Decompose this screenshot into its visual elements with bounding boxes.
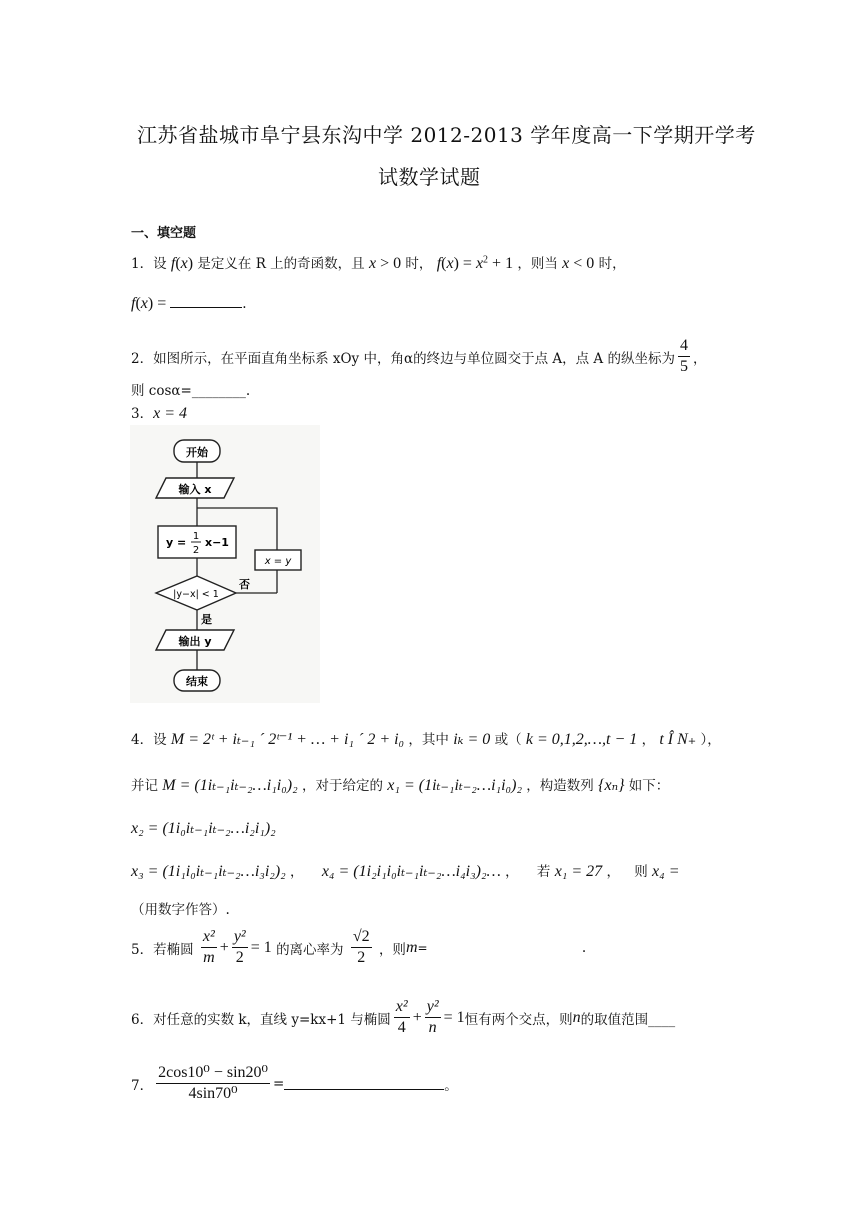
question-4 bbox=[131, 728, 721, 749]
flow-output-label: 输出 y bbox=[178, 635, 212, 648]
q4-text2: 或（ bbox=[494, 732, 522, 748]
q4-x2: x₂ = (1i₀iₜ₋₁iₜ₋₂…i₂i₁)₂ bbox=[131, 820, 276, 837]
q5-fraction-x: $\frac{\text{x²}}{m}$ bbox=[202, 928, 215, 967]
q5-m: m bbox=[405, 938, 418, 956]
q5-eccentricity: $\frac{√2}{2}$ bbox=[352, 928, 370, 967]
q2-text: 2．如图所示，在平面直角坐标系 xOy 中，角α的终边与单位圆交于点 A，点 A 的纵坐标为 bbox=[131, 350, 675, 367]
section-heading: 一、填空题 bbox=[131, 226, 197, 241]
q5-end: . bbox=[581, 939, 587, 956]
q4-prefix: 4．设 bbox=[131, 732, 167, 748]
flow-no-label: 否 bbox=[239, 578, 250, 591]
q4-c2: ， bbox=[505, 864, 519, 880]
q7-prefix: 7． bbox=[131, 1077, 154, 1094]
q1-end: . bbox=[242, 296, 247, 312]
flow-assign-den: 2 bbox=[192, 545, 200, 556]
q4-text3: ）， bbox=[700, 732, 721, 748]
flow-start-label: 开始 bbox=[186, 446, 208, 459]
q4-ruo: 若 bbox=[536, 864, 551, 880]
q7-fraction: $\frac{\text{2cos10⁰ − sin20⁰}}{\text{4sin70⁰}}$ bbox=[158, 1064, 268, 1103]
q4-m2: M = (1iₜ₋₁iₜ₋₂…i₁i₀)₂ bbox=[162, 777, 298, 794]
q1-text1: 是定义在 R 上的奇函数，且 bbox=[197, 256, 365, 272]
page-title-cont: 试数学试题 bbox=[378, 165, 481, 189]
q4-range: k = 0,1,2,…,t − 1 bbox=[525, 731, 638, 748]
q6-text2: 的取值范围____ bbox=[580, 1011, 676, 1028]
answer-blank bbox=[170, 295, 242, 308]
question-2-line2: 则 cosα=________. bbox=[131, 383, 251, 399]
q6-prefix: 6．对任意的实数 k，直线 y=kx+1 与椭圆 bbox=[131, 1011, 391, 1028]
q6-fraction-x: $\frac{\text{x²}}{4}$ bbox=[395, 998, 408, 1037]
q1-text4: 时， bbox=[598, 256, 626, 272]
q5-plus: + bbox=[219, 938, 229, 956]
question-2 bbox=[131, 337, 706, 377]
q5-text1: 的离心率为 bbox=[276, 941, 344, 958]
question-4-line5: （用数字作答）. bbox=[131, 902, 230, 918]
flow-yes-label: 是 bbox=[201, 613, 212, 626]
q4-c3: ， bbox=[606, 864, 620, 880]
q5-text2: ，则 bbox=[378, 941, 406, 958]
q4-expr: M = 2ᵗ + iₜ₋₁ ´ 2ᵗ⁻¹ + … + i₁ ´ 2 + i₀ bbox=[170, 731, 405, 748]
q4-c1: ， bbox=[290, 864, 304, 880]
q4-tn: t Î N₊ bbox=[659, 731, 697, 748]
flowchart-figure bbox=[130, 425, 320, 703]
q2-fraction: $\frac{4}{5}$ bbox=[679, 337, 688, 376]
q4-x4q: x₄ = bbox=[652, 863, 680, 880]
question-4-line4 bbox=[131, 860, 680, 881]
q1-fx: f bbox=[170, 255, 176, 272]
question-5 bbox=[131, 928, 586, 968]
q7-answer-blank bbox=[284, 1077, 444, 1090]
q6-text1: 恒有两个交点，则 bbox=[464, 1011, 573, 1028]
q5-eq: = 1 bbox=[250, 938, 272, 956]
q4-x1def: x₁ = (1iₜ₋₁iₜ₋₂…i₁i₀)₂ bbox=[387, 777, 522, 794]
q7-eq: = bbox=[272, 1075, 285, 1092]
q3-prefix: 3． bbox=[131, 406, 154, 422]
q1-text3: ，则当 bbox=[517, 256, 558, 272]
flow-input-label: 输入 x bbox=[178, 483, 212, 496]
q6-plus: + bbox=[412, 1008, 422, 1026]
q4-sep: ， bbox=[641, 732, 656, 748]
question-1: 1．设 f(x) 是定义在 R 上的奇函数，且 x > 0 时， $f(x) = x^2 + 1$ ，则当 x < 0 时， bbox=[131, 254, 626, 272]
question-1-answer-line: f(x) = . bbox=[131, 295, 247, 312]
q4-text1: ，其中 bbox=[408, 732, 449, 748]
flow-assign-rest: x−1 bbox=[205, 536, 229, 549]
flow-condition-label: |y−x| < 1 bbox=[173, 589, 219, 600]
flow-assign-label: y = bbox=[166, 536, 187, 549]
question-4-line3 bbox=[131, 818, 276, 838]
q4-l2b: ，对于给定的 bbox=[301, 778, 383, 794]
q3-math: x = 4 bbox=[153, 405, 187, 422]
q6-fraction-y: $\frac{\text{y²}}{n}$ bbox=[426, 998, 439, 1037]
q2-comma: ， bbox=[692, 350, 707, 367]
flow-assign-num: 1 bbox=[192, 531, 200, 542]
q1-text2: 时， bbox=[405, 256, 433, 272]
q4-x3: x₃ = (1i₁i₀iₜ₋₁iₜ₋₂…i₃i₂)₂ bbox=[131, 863, 286, 880]
q5-text3: = bbox=[417, 940, 428, 955]
flow-end-label: 结束 bbox=[186, 675, 208, 688]
q4-l2d: 如下： bbox=[628, 778, 670, 794]
question-4-line2 bbox=[131, 774, 669, 795]
q5-prefix: 5．若椭圆 bbox=[131, 941, 194, 958]
q5-fraction-y: $\frac{\text{y²}}{2}$ bbox=[233, 928, 246, 967]
q6-n: n bbox=[572, 1008, 581, 1026]
question-7 bbox=[131, 1064, 458, 1104]
q4-x1val: x₁ = 27 bbox=[554, 863, 603, 880]
question-6 bbox=[131, 998, 675, 1038]
question-3 bbox=[131, 402, 187, 423]
q1-prefix: 1．设 bbox=[131, 256, 167, 272]
page-title: 江苏省盐城市阜宁县东沟中学 2012-2013 学年度高一下学期开学考 bbox=[137, 123, 756, 147]
q4-cond: iₖ = 0 bbox=[453, 731, 491, 748]
q4-ze: 则 bbox=[634, 864, 648, 880]
q4-seq: {xₙ} bbox=[598, 777, 625, 794]
q1-cond: x bbox=[368, 255, 377, 272]
q6-eq: = 1 bbox=[443, 1008, 465, 1026]
q7-end: 。 bbox=[444, 1077, 458, 1094]
q4-l2c: ，构造数列 bbox=[526, 778, 594, 794]
q4-l2a: 并记 bbox=[131, 778, 158, 794]
q4-x4: x₄ = (1i₂i₁i₀iₜ₋₁iₜ₋₂…i₄i₃)₂… bbox=[321, 863, 501, 880]
flow-update-label: x = y bbox=[264, 556, 292, 567]
